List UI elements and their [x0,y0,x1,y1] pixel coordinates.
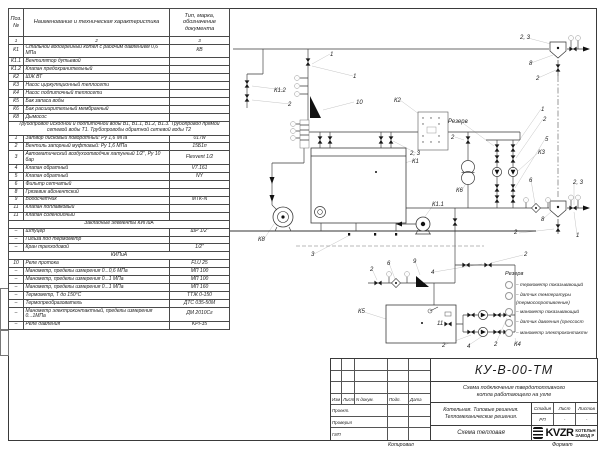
company-line2: ЗАВОД Р [575,433,595,438]
edge-stamp-box [0,330,9,356]
diagram-label: 2, 3 [410,151,421,157]
table-row: – Манометр, пределы измерения 0...1 МПа МП 100 [9,276,230,284]
sig-row-gip: ГИП [331,428,388,440]
diagram-label: 8 [541,217,545,223]
diagram-label: К1.2 [274,88,286,94]
diagram-label: 9 [413,259,417,265]
pump-k3-icon [492,167,501,176]
doc-subject-line2: котла работающего на угле [476,392,552,398]
sig-header-list: Лист [342,394,355,406]
company-name [575,428,595,439]
diagram-label: 2 [370,267,374,273]
diagram-label: К5 [358,309,365,315]
diagram-label: 1 [330,52,334,58]
title-block [330,358,598,441]
strainer-icon [550,42,566,58]
diagram-label: 8 [529,61,533,67]
diagram-label: К6 [456,188,463,194]
diagram-label: 2 [543,117,547,123]
company-logo [532,426,597,440]
table-row: К2 ШЖ ВТ [9,74,230,82]
table-row: Закладные элементы КИПиА [9,220,230,228]
water-meter-icon [416,276,429,287]
table-row: К3 Насос циркуляционный теплосети [9,82,230,90]
legend-item: – термометр показывающий [505,281,598,289]
sig-header-izm: Изм [331,394,342,406]
table-row: – Термометр, Т до 150°С ТТЖ 0-150 [9,292,230,300]
table-row: К4 Насос подпиточный теплосети [9,90,230,98]
sheets-label: Листов [576,403,597,414]
project-line1: Котельная. Типовые решения. [443,407,519,414]
copied-label: Копировал [388,442,414,448]
table-row: 11 Клапан соленоидный [9,212,230,220]
table-row: 2 Вентиль запорный муфтовый: Ру 1,6 МПа 15Б1п [9,143,230,151]
filter-icon [531,203,540,212]
table-row: – Штуцер ШР 1/2" [9,228,230,236]
equipment-table-body [9,37,230,329]
col-header-type: Тип, марка, обозначение документа [170,9,230,37]
table-row: – Манометр, пределы измерения 0...1 МПа МП 160 [9,284,230,292]
pump-k4-icon [478,310,487,319]
diagram-label: К3 [538,150,545,156]
table-row: К1.1 Вентилятор дутьевой [9,58,230,66]
table-row: 1 2 3 [9,37,230,44]
diagram-label: 6 [387,261,391,267]
diagram-label: 1 [541,107,545,113]
col-header-name: Наименование и техническая характеристика [24,9,170,37]
table-row: – Реле давления KPI-35 [9,321,230,329]
boiler-ladder [300,120,309,148]
instrument-circle-icon [505,292,513,300]
table-row: 3 Автоматический воздухоотводчик латунный 1/2", Ру 10 бар Flexvent 1/2 [9,151,230,165]
diagram-label: 2 [494,342,498,348]
diagram-label: 11 [437,321,444,327]
sig-row-proveril: Проверил [331,417,388,429]
stage-value: РП [532,414,554,425]
table-row: – Манометр, пределы измерения 0...0,6 МПа МП 100 [9,268,230,276]
diagram-label: 2, 3 [520,35,531,41]
diagram-label: К8 [258,237,265,243]
pump-k3-icon [508,167,517,176]
company-line1: КОТЕЛЬН [575,427,596,433]
instrument-legend [505,271,598,340]
diagram-label: 6 [529,178,533,184]
table-row: 11 Клапан поплавковый [9,204,230,212]
table-row: К6 Бак расширительный мембранный [9,105,230,113]
table-row: – Кран трехходовой 1/2" [9,244,230,252]
format-label: Формат [552,442,573,448]
sheet-value: - [554,414,576,425]
sig-header-ndoc: N докум. [355,394,388,406]
diagram-label: Резерв [448,119,468,125]
project-name [431,403,532,425]
diagram-label: 4 [431,270,435,276]
doc-subject-line1: Схема подключения твердотопливного [462,385,566,392]
legend-item: – манометр показывающий [505,308,598,316]
table-row: 10 Реле протока FLU 25 [9,260,230,268]
instrument-circle-icon [505,329,513,337]
legend-title: Резерв [505,271,524,277]
instrument-circle-icon [505,308,513,316]
diagram-label: 5 [545,137,549,143]
diagram-label: 2 [451,135,455,141]
col-header-pos: Поз. № [9,9,24,37]
legend-item-continuation: (термосопротивление) [516,300,570,306]
stage-label: Стадия [532,403,554,414]
equipment-table [8,8,230,330]
diagram-label: 2, 3 [573,180,584,186]
table-row: 9 Водосчетчик МТК-N [9,196,230,204]
diagram-label: 1 [353,74,357,80]
diagram-label: 10 [356,100,363,106]
table-row: КИПиА [9,252,230,260]
diagram-label: К2 [394,98,401,104]
sig-header-data: Дата [409,394,430,406]
table-header-row [9,9,230,37]
sig-header-podp: Подп. [388,394,409,406]
table-row: К8 Дымосос [9,113,230,121]
boiler-k1 [311,148,406,236]
legend-item: – датчик давления (прессост [505,319,598,327]
table-row: – Манометр электроконтактный, пределы измерения 0...1МПа ДМ 2010Сг [9,307,230,321]
sheet-title: Схема тепловая [431,426,532,440]
diagram-label: 2 [524,252,528,258]
diagram-label: К1 [412,159,419,165]
smoke-exhauster-k8 [272,205,293,231]
diagram-label: 2 [288,102,292,108]
table-row: К5 Бак запаса воды [9,98,230,106]
diagram-label: 3 [311,252,315,258]
logo-text: KVZR [545,427,574,439]
table-row: Трубопровод исходной и подпиточной воды В1, В1.1, В1.2, В1.3. Трубопровод прямой сетевой воды Т1. Трубопроводы обратной сетевой воды Т2 [9,121,230,135]
table-row: 5 Клапан обратный NY [9,173,230,181]
kvzr-coil-icon [533,427,543,439]
strainer-icon [550,201,566,217]
table-row: 6 Фильтр сетчатый [9,180,230,188]
expansion-tank-k6 [462,161,475,185]
diagram-label: 4 [467,344,471,350]
signature-table [331,359,431,440]
table-row: – Гильза под термометр [9,236,230,244]
flow-relay-icon [310,96,321,118]
project-line2: Тепломеханические решения. [444,414,518,420]
diagram-label: 2 [536,76,540,82]
sig-row-proekt: Проект. [331,405,388,417]
sheets-value: - [585,417,588,422]
pump-k4-icon [478,327,487,336]
control-panel-k2 [418,112,448,150]
legend-item: – датчик температуры [505,292,598,300]
sheet-label: Лист [554,403,576,414]
legend-item: – манометр электроконтактн [505,329,598,337]
doc-subject [431,382,597,403]
table-row: 8 Грязевик абонентский [9,188,230,196]
doc-number: КУ-В-00-ТМ [431,359,597,382]
diagram-label: 2 [514,230,518,236]
diagram-label: 2 [442,343,446,349]
table-row: К1.2 Клапан предохранительный [9,66,230,74]
diagram-label: К4 [514,342,521,348]
table-row: – Термопреобразователь ДТС 035-50М [9,300,230,308]
diagram-label: 1 [576,233,580,239]
table-row: К1 Стальной водогрейный котел с рабочим давлением 0,6 МПа КВ [9,44,230,58]
table-row: 4 Клапан обратный V7.161 [9,165,230,173]
legend-items [505,281,598,337]
instrument-circle-icon [505,319,513,327]
filter-icon [391,278,400,287]
diagram-label: К1.1 [432,202,444,208]
table-row: 1 Затвор дисковый поворотный: Ру 1,6 МПа 017w [9,135,230,143]
instrument-circle-icon [505,281,513,289]
